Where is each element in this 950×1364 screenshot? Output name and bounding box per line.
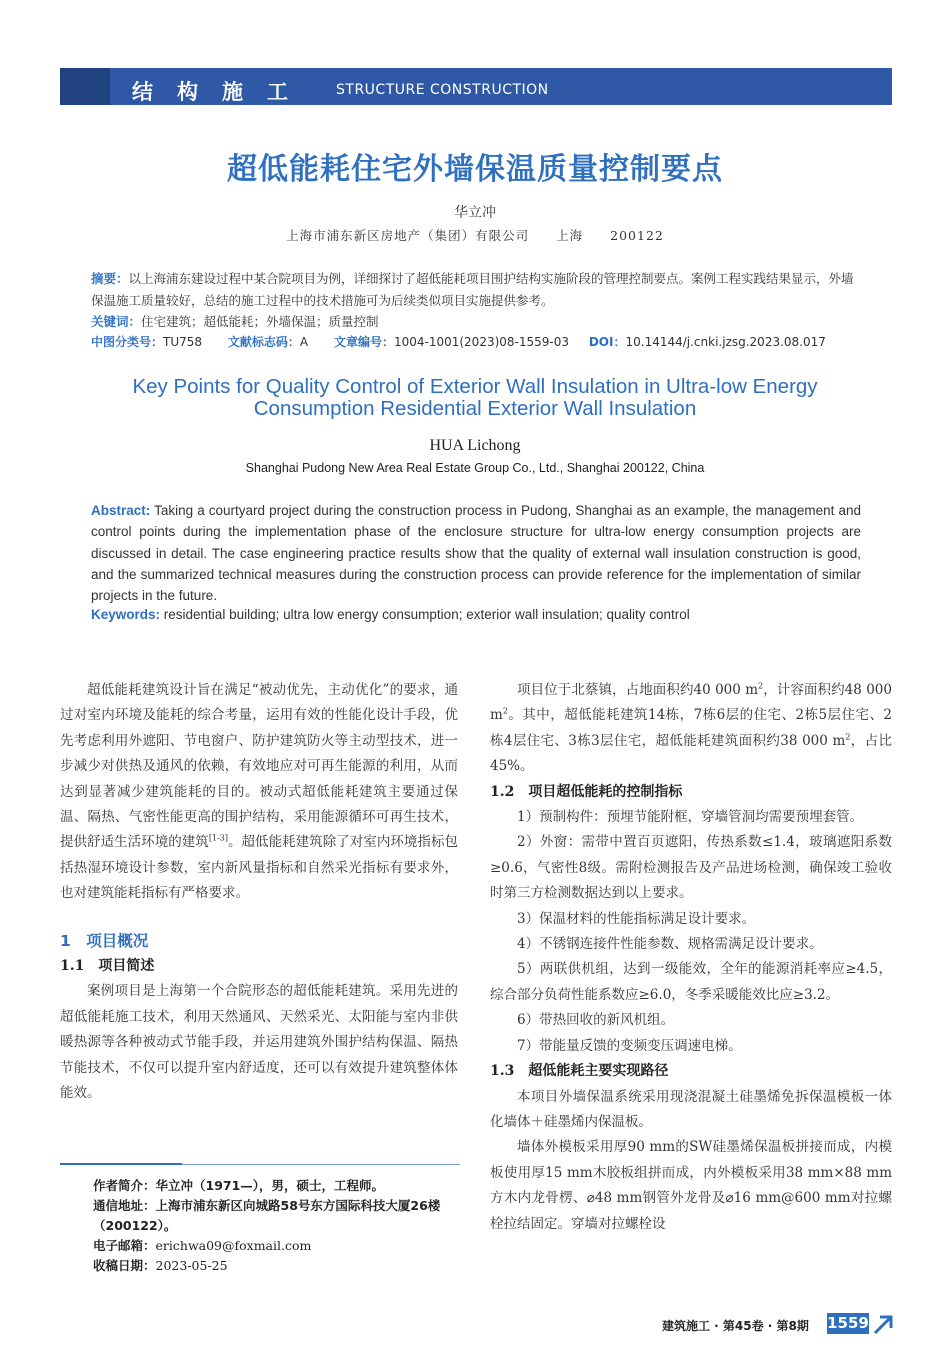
arrow-icon	[872, 1313, 894, 1335]
doc-code-value: A	[299, 335, 309, 349]
paper-title-en-line2: Consumption Residential Exterior Wall Insulation	[253, 397, 697, 420]
clc-value: TU758	[163, 335, 203, 349]
section-1-3-paragraph-a: 本项目外墙保温系统采用现浇混凝土硅墨烯免拆保温模板一体化墙体＋硅墨烯内保温板。	[490, 1088, 892, 1130]
abstract-cn-label: 摘要：	[91, 271, 129, 286]
clc-label: 中图分类号：	[91, 335, 164, 349]
section-1-heading: 1 项目概况	[60, 931, 149, 950]
doi-value: 10.14144/j.cnki.jzsg.2023.08.017	[625, 335, 826, 349]
index-item-2: 2）外窗：需带中置百页遮阳，传热系数≤1.4，玻璃遮阳系数≥0.6，气密性8级。需附检测报告及产品进场检测，确保竣工验收时第三方检测数据达到以上要求。	[490, 834, 892, 902]
keywords-cn	[91, 312, 379, 330]
index-item-3: 3）保温材料的性能指标满足设计要求。	[517, 910, 756, 927]
index-item-7: 7）带能量反馈的变频变压调速电梯。	[517, 1037, 742, 1054]
paper-title-en-line1: Key Points for Quality Control of Exterior Wall Insulation in Ultra-low Energy	[132, 375, 818, 398]
keywords-en	[91, 607, 690, 622]
section-1-2-heading: 1.2 项目超低能耗的控制指标	[490, 783, 683, 800]
keywords-en-text: residential building; ultra low energy consumption; exterior wall insulation; quality control	[160, 607, 690, 622]
abstract-en-label: Abstract:	[91, 503, 151, 518]
section-1-1-paragraph: 案例项目是上海第一个合院形态的超低能耗建筑。采用先进的超低能耗施工技术，利用天然通风、天然采光、太阳能与室内非供暖热源等各种被动式节能手段，并运用建筑外围护结构保温、隔热节能技术，不仅可以提升室内舒适度，还可以有效提升建筑整体体能效。	[60, 983, 458, 1102]
footnote-rule-thin	[182, 1164, 460, 1165]
author-footnote	[93, 1176, 453, 1276]
banner-accent	[60, 68, 110, 105]
received-label: 收稿日期：	[93, 1258, 156, 1273]
abstract-en	[91, 500, 861, 606]
section-title-cn: 结构施工	[132, 80, 312, 104]
footnote-rule	[60, 1163, 182, 1165]
affiliation-en: Shanghai Pudong New Area Real Estate Group Co., Ltd., Shanghai 200122, China	[245, 461, 705, 475]
abstract-en-text: Taking a courtyard project during the construction process in Pudong, Shanghai as an example, the management and control points during the implementation phase of the enclosure structure for ultra-low energy consumption projects are discussed in detail. The case engineering practice results show that the quality of external wall insulation construction is good, and the summarized technical measures during the construction process can provide reference for the implementation of similar projects in the future.	[91, 503, 861, 604]
article-no-value: 1004-1001(2023)08-1559-03	[393, 335, 570, 349]
email-value[interactable]: erichwa09@foxmail.com	[155, 1238, 312, 1253]
body-right-column	[490, 678, 892, 1237]
intro-citation: [1-3]	[208, 833, 228, 843]
section-1-3-paragraph-b: 墙体外模板采用厚90 mm的SW硅墨烯保温板拼接而成，内模板使用厚15 mm木胶板组拼而成，内外模板采用38 mm×88 mm方木内龙骨楞、⌀48 mm钢管外龙骨及⌀16 mm@600 mm对拉螺栓拉结固定。穿墙对拉螺栓设	[490, 1139, 892, 1232]
page-number: 1559	[827, 1314, 869, 1332]
address-value: 上海市浦东新区向城路58号东方国际科技大厦26楼（200122）。	[93, 1198, 441, 1233]
journal-info: 建筑施工 · 第45卷 · 第8期	[662, 1319, 809, 1333]
body-left-column	[60, 678, 458, 1107]
index-item-5: 5）两联供机组，达到一级能效，全年的能源消耗率应≥4.5，综合部分负荷性能系数应≥6.0，冬季采暖能效比应≥3.2。	[490, 961, 892, 1003]
abstract-cn	[91, 268, 863, 312]
doc-code-label: 文献标志码：	[227, 335, 300, 349]
keywords-en-label: Keywords:	[91, 607, 161, 622]
index-item-4: 4）不锈钢连接件性能参数、规格需满足设计要求。	[517, 936, 823, 953]
index-item-6: 6）带热回收的新风机组。	[517, 1012, 675, 1029]
author-cn: 华立冲	[454, 205, 496, 221]
index-item-1: 1）预制构件：预埋节能附框，穿墙管洞均需要预埋套管。	[517, 809, 864, 826]
project-location-paragraph: 项目位于北蔡镇，占地面积约40 000 $m^2$，计容面积约48 000 $m^2$。其中，超低能耗建筑14栋，7栋6层的住宅、2栋5层住宅、2栋4层住宅、3栋3层住宅，超低能耗建筑面积约38 000 $m^2$，占比45%。	[490, 681, 892, 775]
address-label: 通信地址：	[93, 1198, 156, 1213]
received-value: 2023-05-25	[155, 1258, 228, 1273]
intro-paragraph: 超低能耗建筑设计旨在满足“被动优先，主动优化”的要求，通过对室内环境及能耗的综合考量，运用有效的性能化设计手段，优先考虑利用外遮阳、节电窗户、防护建筑防火等主动型技术，进一步减少对供热及通风的依赖，有效地应对可再生能源的利用，从而达到显著减少建筑能耗的目的。被动式超低能耗建筑主要通过保温、隔热、气密性能更高的围护结构，采用能源循环可再生技术，提供舒适生活环境的建筑[1-3]。超低能耗建筑除了对室内环境指标包括热湿环境设计参数，室内新风量指标和自然采光指标有要求外，也对建筑能耗指标有严格要求。	[60, 682, 458, 902]
keywords-cn-label: 关键词：	[91, 314, 142, 329]
email-label: 电子邮箱：	[93, 1238, 156, 1253]
author-info-label: 作者简介：	[93, 1178, 156, 1193]
section-1-3-heading: 1.3 超低能耗主要实现路径	[490, 1063, 669, 1080]
keywords-cn-text: 住宅建筑；超低能耗；外墙保温；质量控制	[141, 314, 379, 329]
section-title-en: STRUCTURE CONSTRUCTION	[336, 82, 549, 98]
author-info-value: 华立冲（1971—），男，硕士，工程师。	[155, 1178, 385, 1193]
section-1-1-heading: 1.1 项目简述	[60, 958, 155, 975]
classification-row	[91, 333, 871, 350]
abstract-cn-text: 以上海浦东建设过程中某合院项目为例，详细探讨了超低能耗项目围护结构实施阶段的管理控制要点。案例工程实践结果显示，外墙保温施工质量较好，总结的施工过程中的技术措施可为后续类似项目实施提供参考。	[91, 271, 854, 308]
doi-label: DOI：	[588, 335, 626, 349]
affiliation-cn: 上海市浦东新区房地产（集团）有限公司 上海 200122	[286, 228, 664, 243]
article-no-label: 文章编号：	[333, 335, 394, 349]
paper-title-en	[0, 376, 950, 420]
paper-title-cn: 超低能耗住宅外墙保温质量控制要点	[227, 152, 723, 187]
author-en: HUA Lichong	[429, 437, 521, 454]
